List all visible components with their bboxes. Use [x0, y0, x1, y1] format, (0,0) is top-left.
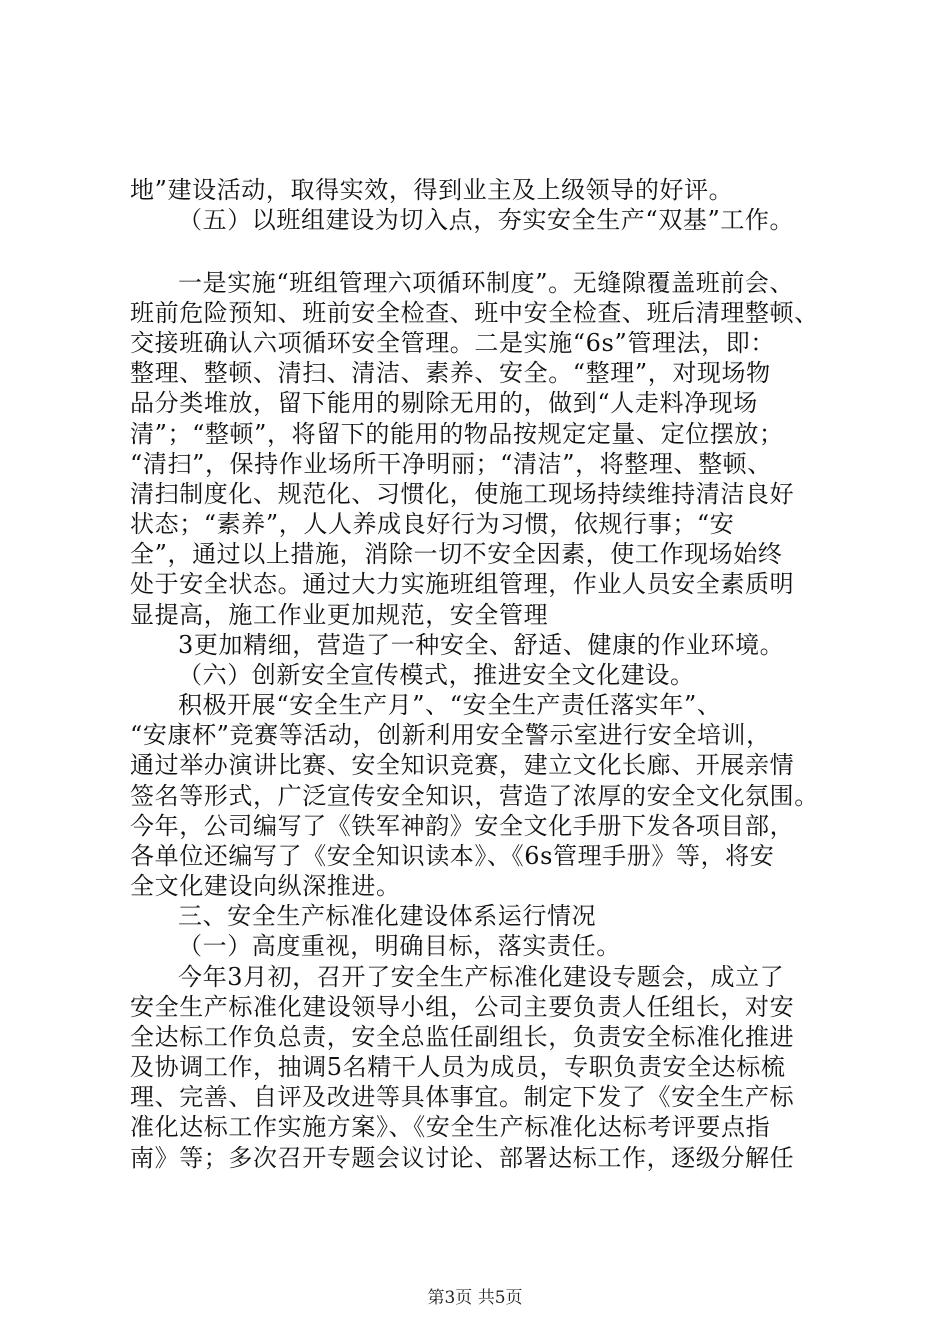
- text-line: 及协调工作，抽调5名精干人员为成员，专职负责安全达标梳: [130, 1053, 786, 1081]
- section-heading: 三、安全生产标准化建设体系运行情况: [178, 902, 597, 930]
- text-line: 交接班确认六项循环安全管理。二是实施“6s”管理法，即：: [130, 329, 775, 357]
- text-line: 通过举办演讲比赛、安全知识竞赛，建立文化长廊、开展亲情: [130, 751, 795, 779]
- text-line: 南》等；多次召开专题会议讨论、部署达标工作，逐级分解任: [130, 1144, 795, 1172]
- text-line: 班前危险预知、班前安全检查、班中安全检查、班后清理整顿、: [130, 299, 819, 327]
- text-line: 签名等形式，广泛宣传安全知识，营造了浓厚的安全文化氛围。: [130, 782, 819, 810]
- text-line: 准化达标工作实施方案》、《安全生产标准化达标考评要点指: [130, 1113, 771, 1141]
- text-line: 状态；“素养”，人人养成良好行为习惯，依规行事；“安: [130, 510, 735, 538]
- section-heading: （六）创新安全宣传模式，推进安全文化建设。: [178, 661, 695, 689]
- text-line: 地”建设活动，取得实效，得到业主及上级领导的好评。: [130, 176, 734, 204]
- text-line: 今年3月初，召开了安全生产标准化建设专题会，成立了: [178, 963, 785, 991]
- text-line: 清扫制度化、规范化、习惯化，使施工现场持续维持清洁良好: [130, 480, 795, 508]
- text-line: 全文化建设向纵深推进。: [130, 872, 401, 900]
- text-line: 品分类堆放，留下能用的剔除无用的，做到“人走料净现场: [130, 389, 758, 417]
- text-line: 安全生产标准化建设领导小组，公司主要负责人任组长，对安: [130, 993, 795, 1021]
- subsection-heading: （一）高度重视，明确目标，落实责任。: [178, 932, 621, 960]
- text-line: 一是实施“班组管理六项循环制度”。无缝隙覆盖班前会、: [178, 269, 795, 297]
- text-line: “安康杯”竞赛等活动，创新利用安全警示室进行安全培训，: [130, 721, 771, 749]
- page-number: 第3页 共5页: [427, 1288, 523, 1308]
- text-line: 全”，通过以上措施，消除一切不安全因素，使工作现场始终: [130, 540, 783, 568]
- text-line: 今年，公司编写了《铁军神韵》安全文化手册下发各项目部，: [130, 812, 795, 840]
- text-line: 处于安全状态。通过大力实施班组管理，作业人员安全素质明: [130, 570, 795, 598]
- text-line: 清”；“整顿”，将留下的能用的物品按规定定量、定位摆放；: [130, 420, 784, 448]
- text-line: 3更加精细，营造了一种安全、舒适、健康的作业环境。: [178, 631, 785, 659]
- text-line: 积极开展“安全生产月”、“安全生产责任落实年”、: [178, 691, 722, 719]
- text-line: 理、完善、自评及改进等具体事宜。制定下发了《安全生产标: [130, 1083, 795, 1111]
- text-line: 全达标工作负总责，安全总监任副组长，负责安全标准化推进: [130, 1023, 795, 1051]
- text-line: “清扫”，保持作业场所干净明丽；“清洁”，将整理、整顿、: [130, 450, 772, 478]
- text-line: 整理、整顿、清扫、清洁、素养、安全。“整理”，对现场物: [130, 359, 771, 387]
- text-line: 各单位还编写了《安全知识读本》、《6s管理手册》等，将安: [130, 842, 775, 870]
- section-heading: （五）以班组建设为切入点，夯实安全生产“双基”工作。: [178, 206, 795, 234]
- text-line: 显提高，施工作业更加规范，安全管理: [130, 601, 549, 629]
